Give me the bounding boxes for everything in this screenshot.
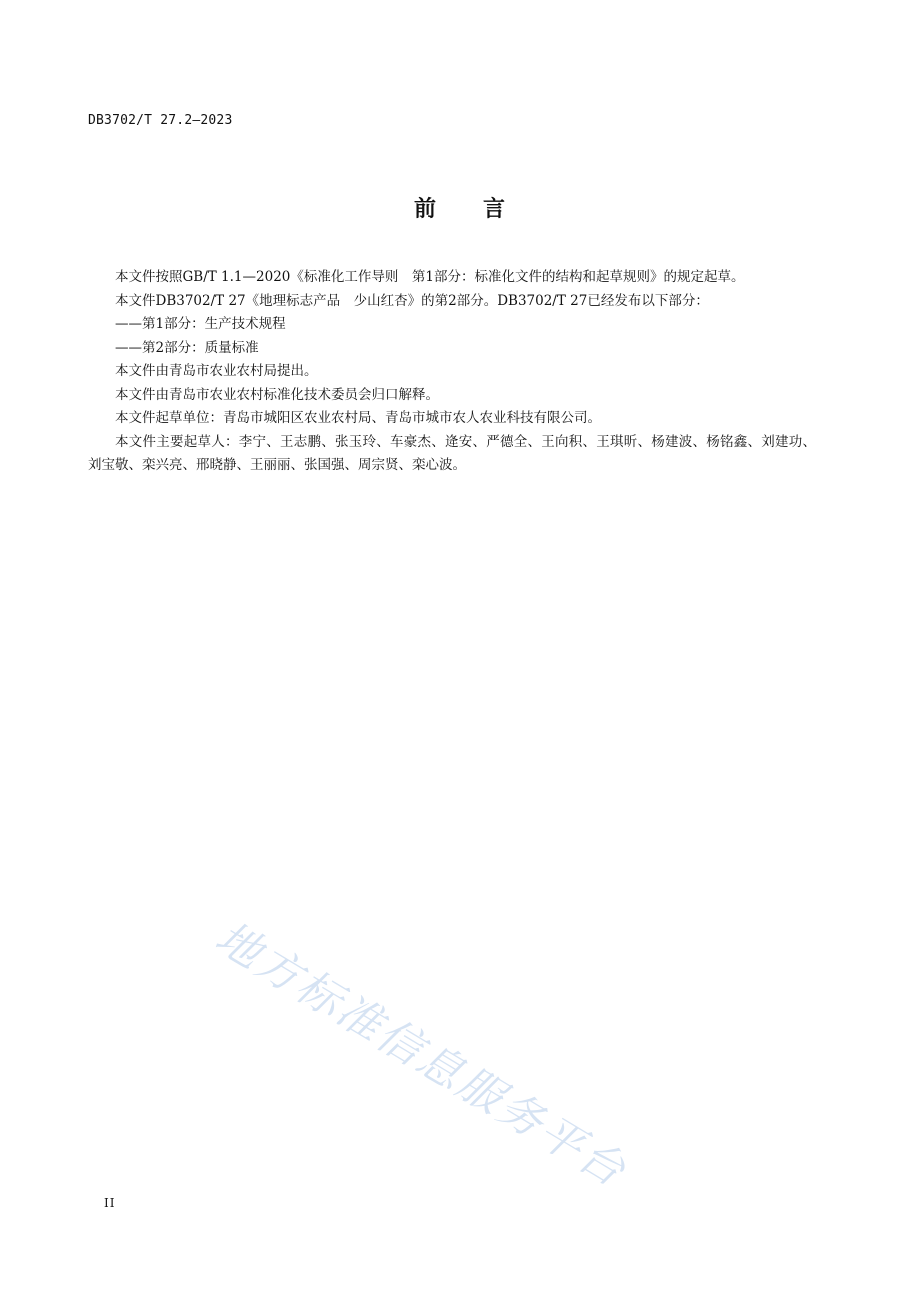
paragraph-proposer: 本文件由青岛市农业农村局提出。 (115, 363, 318, 379)
list-item-part-1: ——第1部分：生产技术规程 (115, 316, 286, 332)
foreword-body (88, 266, 816, 478)
paragraph-drafting-units: 本文件起草单位：青岛市城阳区农业农村局、青岛市城市农人农业科技有限公司。 (115, 410, 601, 426)
page-number: II (104, 1196, 116, 1210)
page-title (0, 192, 920, 223)
paragraph-committee: 本文件由青岛市农业农村标准化技术委员会归口解释。 (115, 386, 439, 403)
list-item-part-2: ——第2部分：质量标准 (115, 339, 259, 356)
watermark: 地方标准信息服务平台 (206, 911, 636, 1198)
title-char-2: 言 (483, 197, 507, 222)
paragraph-part-statement: 本文件DB3702/T 27《地理标志产品 少山红杏》的第2部分。DB3702/T 27已经发布以下部分： (115, 292, 709, 309)
document-number: DB3702/T 27.2—2023 (88, 113, 233, 128)
paragraph-drafting-basis: 本文件按照GB/T 1.1—2020《标准化工作导则 第1部分：标准化文件的结构和起草规则》的规定起草。 (115, 269, 745, 285)
paragraph-drafters: 本文件主要起草人：李宁、王志鹏、张玉玲、车豪杰、逄安、严德全、王向积、王琪昕、杨建波、杨铭鑫、刘建功、刘宝敬、栾兴亮、邢晓静、王丽丽、张国强、周宗贤、栾心波。 (88, 433, 816, 473)
title-char-1: 前 (413, 197, 437, 222)
